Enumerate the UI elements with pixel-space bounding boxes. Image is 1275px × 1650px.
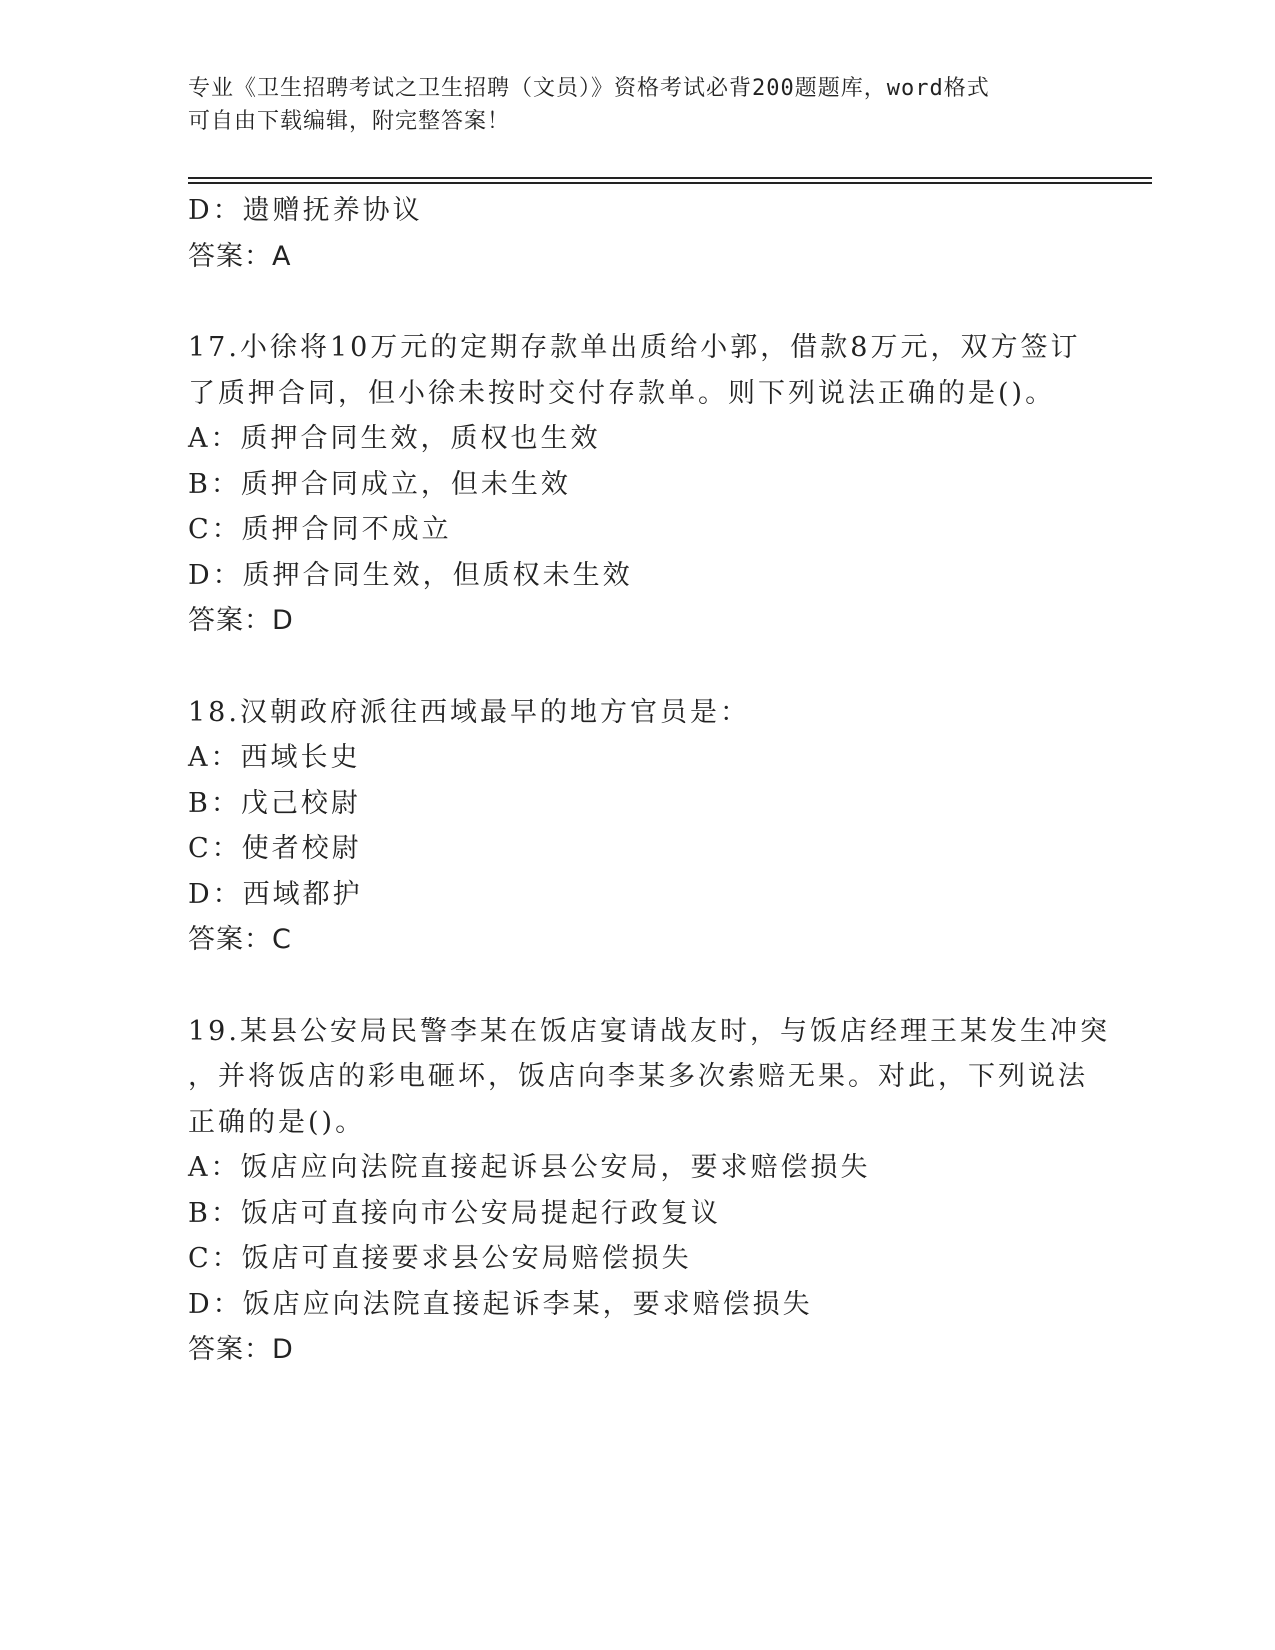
header-line-2: 可自由下载编辑，附完整答案！ [188,109,511,134]
header-line-1: 专业《卫生招聘考试之卫生招聘（文员）》资格考试必背200题题库，word格式 [188,76,990,101]
option-a: A：质押合同生效，质权也生效 [188,423,601,454]
option-b: B：质押合同成立，但未生效 [188,468,571,500]
header-divider-top [188,177,1152,179]
option-b: B：戊己校尉 [188,787,361,819]
question-spacer [188,963,1088,1009]
question-stem: 了质押合同，但小徐未按时交付存款单。则下列说法正确的是()。 [188,377,1056,409]
question-stem: 19.某县公安局民警李某在饭店宴请战友时，与饭店经理王某发生冲突 [188,1015,1110,1047]
answer-line: 答案：A [188,240,292,272]
header-divider-bottom [188,182,1152,184]
answer-line: 答案：D [188,1334,294,1365]
question-18 [188,690,1088,963]
option-c: C：饭店可直接要求县公安局赔偿损失 [188,1243,692,1274]
option-d: D：西域都护 [188,878,363,910]
option-d: D：饭店应向法院直接起诉李某，要求赔偿损失 [188,1288,813,1320]
question-stem: 18.汉朝政府派往西域最早的地方官员是： [188,696,750,728]
partial-question [188,188,1088,279]
question-spacer [188,279,1088,325]
option-d: D：质押合同生效，但质权未生效 [188,559,633,591]
document-header [188,72,1068,138]
question-spacer [188,644,1088,690]
answer-line: 答案：D [188,605,294,636]
question-stem: 17.小徐将10万元的定期存款单出质给小郭，借款8万元，双方签订 [188,332,1081,363]
question-19 [188,1009,1110,1373]
document-body [188,188,1110,1373]
question-stem: ，并将饭店的彩电砸坏，饭店向李某多次索赔无果。对此，下列说法 [188,1061,1088,1092]
question-17 [188,325,1088,644]
option-a: A：西域长史 [188,742,361,773]
option-c: C：使者校尉 [188,833,362,864]
question-stem: 正确的是()。 [188,1106,366,1138]
option-a: A：饭店应向法院直接起诉县公安局，要求赔偿损失 [188,1152,871,1183]
answer-line: 答案：C [188,924,292,955]
option-c: C：质押合同不成立 [188,514,452,545]
option-b: B：饭店可直接向市公安局提起行政复议 [188,1197,721,1229]
option-d: D：遗赠抚养协议 [188,195,423,226]
